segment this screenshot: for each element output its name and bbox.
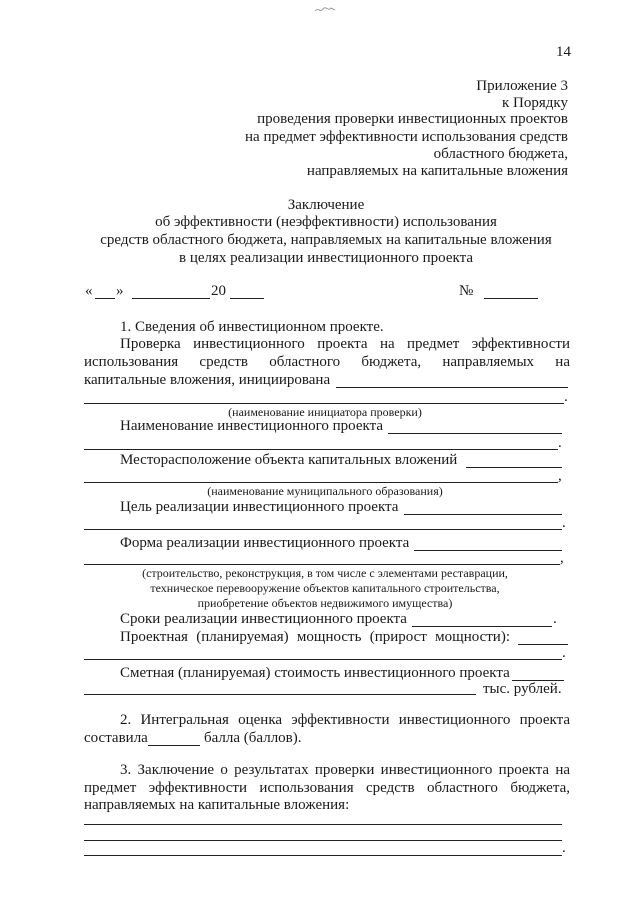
section2-prefix: составила — [84, 730, 148, 746]
form-blank-1 — [414, 550, 562, 551]
hint-municipality: (наименование муниципального образования) — [207, 484, 443, 498]
date-close-quote: » — [116, 283, 124, 299]
hint-form-1: (строительство, реконструкция, в том числе с элементами реставрации, — [142, 566, 508, 580]
capacity-blank-2 — [84, 659, 562, 660]
appendix-line-6: направляемых на капитальные вложения — [306, 163, 568, 179]
goal-blank-2 — [84, 529, 562, 530]
number-blank — [484, 298, 538, 299]
appendix-line-2: к Порядку — [502, 95, 568, 111]
form-comma: , — [560, 550, 564, 566]
conclusion-blank-1 — [84, 824, 562, 825]
section2-line-1: 2. Интегральная оценка эффективности инвестиционного проекта — [120, 712, 570, 728]
project-name-blank-2 — [84, 449, 558, 450]
location-blank-2 — [84, 482, 558, 483]
cost-unit: тыс. рублей. — [483, 681, 562, 697]
appendix-line-1: Приложение 3 — [476, 78, 568, 94]
section1-para-line-3: капитальные вложения, инициирована — [84, 372, 331, 388]
terms-period: . — [553, 611, 557, 627]
goal-period: . — [562, 515, 566, 531]
date-year-prefix: 20 — [211, 283, 226, 299]
initiator-blank-1 — [336, 387, 568, 388]
capacity-label: Проектная (планируемая) мощность (прирост мощности): — [120, 629, 510, 645]
hint-initiator: (наименование инициатора проверки) — [228, 405, 422, 419]
title-line-1: Заключение — [287, 197, 365, 213]
project-name-label: Наименование инвестиционного проекта — [120, 418, 384, 434]
location-comma: , — [558, 468, 562, 484]
section1-heading: 1. Сведения об инвестиционном проекте. — [120, 319, 384, 335]
date-day-blank — [95, 298, 115, 299]
appendix-line-5: областного бюджета, — [433, 146, 568, 162]
number-sign: № — [459, 283, 474, 299]
terms-blank — [412, 626, 552, 627]
appendix-line-4: на предмет эффективности использования средств — [245, 129, 568, 145]
goal-label: Цель реализации инвестиционного проекта — [120, 499, 399, 515]
conclusion-blank-2 — [84, 840, 562, 841]
terms-label: Сроки реализации инвестиционного проекта — [120, 611, 407, 627]
scan-mark-icon — [314, 6, 336, 14]
hint-form-2: техническое перевооружение объектов капитального строительства, — [150, 581, 500, 595]
section3-line-2: предмет эффективности использования средств областного бюджета, — [84, 780, 570, 796]
cost-blank-2 — [84, 694, 476, 695]
section3-line-1: 3. Заключение о результатах проверки инвестиционного проекта на — [120, 762, 570, 778]
date-open-quote: « — [85, 283, 93, 299]
project-name-period: . — [558, 435, 562, 451]
form-blank-2 — [84, 564, 560, 565]
conclusion-period: . — [562, 840, 566, 856]
appendix-line-3: проведения проверки инвестиционных проектов — [257, 111, 568, 127]
section1-para-line-1: Проверка инвестиционного проекта на предмет эффективности — [120, 336, 570, 352]
date-year-blank — [230, 298, 264, 299]
section3-line-3: направляемых на капитальные вложения: — [84, 797, 350, 813]
cost-label: Сметная (планируемая) стоимость инвестиционного проекта — [120, 665, 510, 681]
title-line-3: средств областного бюджета, направляемых на капитальные вложения — [100, 232, 552, 248]
hint-form-3: приобретение объектов недвижимого имущества) — [197, 596, 453, 610]
capacity-period: . — [562, 645, 566, 661]
title-line-4: в целях реализации инвестиционного проекта — [178, 250, 474, 266]
location-label: Месторасположение объекта капитальных вложений — [120, 452, 458, 468]
page-number: 14 — [556, 44, 571, 60]
location-blank-1 — [466, 467, 562, 468]
initiator-period: . — [564, 389, 568, 405]
title-line-2: об эффективности (неэффективности) использования — [155, 214, 497, 230]
section1-para-line-2: использования средств областного бюджета, направляемых на — [84, 354, 570, 370]
goal-blank-1 — [404, 514, 562, 515]
form-label: Форма реализации инвестиционного проекта — [120, 535, 410, 551]
initiator-blank-2 — [84, 403, 564, 404]
score-blank — [148, 745, 200, 746]
capacity-blank-1 — [518, 644, 568, 645]
project-name-blank-1 — [388, 433, 562, 434]
conclusion-blank-3 — [84, 855, 562, 856]
date-month-blank — [132, 298, 210, 299]
section2-suffix: балла (баллов). — [204, 730, 302, 746]
